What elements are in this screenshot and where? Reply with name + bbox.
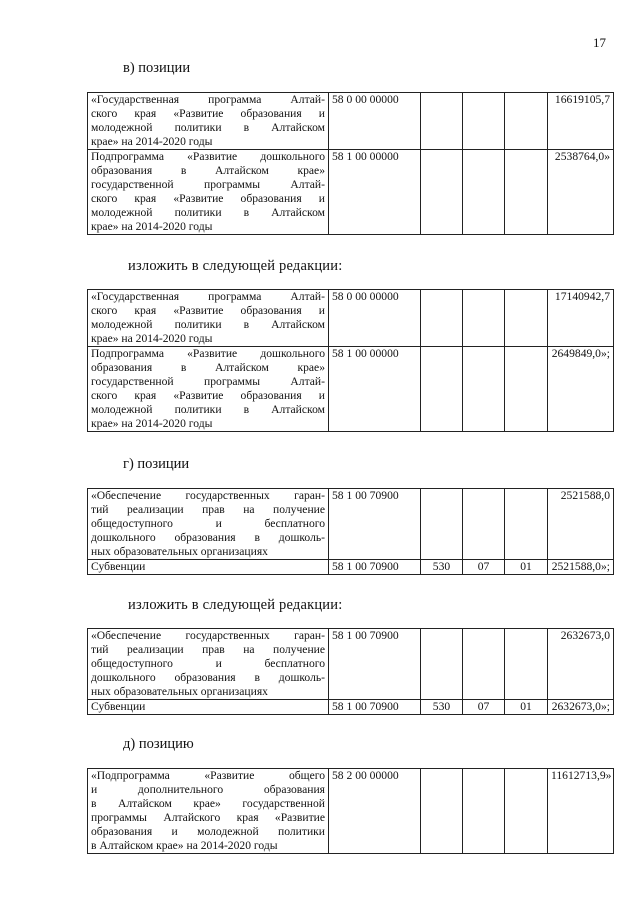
section-heading-g: г) позиции — [123, 456, 190, 472]
section-heading-d: д) позицию — [123, 736, 194, 752]
row-col-a — [421, 290, 463, 347]
row-code-cell: 58 1 00 70900 — [329, 629, 421, 700]
table-row — [88, 769, 614, 854]
row-col-a — [421, 489, 463, 560]
row-col-c — [505, 489, 548, 560]
table-row — [88, 150, 614, 235]
row-col-b: 07 — [463, 560, 505, 575]
row-sum-cell: 2632673,0»; — [548, 700, 614, 715]
table-row — [88, 347, 614, 432]
row-col-c — [505, 93, 548, 150]
row-sum-cell: 17140942,7 — [548, 290, 614, 347]
row-code-cell: 58 0 00 00000 — [329, 93, 421, 150]
row-col-b: 07 — [463, 700, 505, 715]
budget-table-g — [87, 488, 614, 575]
section-heading-v: в) позиции — [123, 60, 191, 76]
row-col-b — [463, 769, 505, 854]
row-sum-cell: 2521588,0»; — [548, 560, 614, 575]
row-name-cell: «Подпрограмма «Развитие общего и дополнительного образования в Алтайском крае» государственной программы Алтайского края «Развитие образования и молодежной политики в Алтайском крае» на 2014-2020 годы — [88, 769, 329, 854]
row-code-cell: 58 1 00 00000 — [329, 347, 421, 432]
row-col-a — [421, 150, 463, 235]
row-col-a — [421, 769, 463, 854]
row-col-c — [505, 150, 548, 235]
budget-table-v-new — [87, 289, 614, 432]
row-name-cell: Подпрограмма «Развитие дошкольного образования в Алтайском крае» государственной программы Алтай- ского края «Развитие образования и молодежной политики в Алтайском крае» на 2014-2020 годы — [88, 347, 329, 432]
row-col-a: 530 — [421, 560, 463, 575]
row-name-cell: Подпрограмма «Развитие дошкольного образования в Алтайском крае» государственной программы Алтай- ского края «Развитие образования и молодежной политики в Алтайском крае» на 2014-2020 годы — [88, 150, 329, 235]
section-heading-replace-1: изложить в следующей редакции: — [128, 258, 343, 274]
row-col-b — [463, 489, 505, 560]
row-sum-cell: 2538764,0» — [548, 150, 614, 235]
section-heading-replace-2: изложить в следующей редакции: — [128, 597, 343, 613]
row-name-cell: «Государственная программа Алтай- ского края «Развитие образования и молодежной политики в Алтайском крае» на 2014-2020 годы — [88, 93, 329, 150]
row-sum-cell: 11612713,9» — [548, 769, 614, 854]
row-col-a — [421, 93, 463, 150]
row-col-a — [421, 629, 463, 700]
row-code-cell: 58 2 00 00000 — [329, 769, 421, 854]
table-row — [88, 629, 614, 700]
table-row — [88, 290, 614, 347]
row-col-a: 530 — [421, 700, 463, 715]
row-code-cell: 58 1 00 70900 — [329, 700, 421, 715]
table-row — [88, 560, 614, 575]
row-code-cell: 58 1 00 70900 — [329, 560, 421, 575]
row-sum-cell: 2632673,0 — [548, 629, 614, 700]
budget-table-v — [87, 92, 614, 235]
row-col-c — [505, 769, 548, 854]
row-name-cell: Субвенции — [88, 560, 329, 575]
row-sum-cell: 2521588,0 — [548, 489, 614, 560]
page-number: 17 — [593, 35, 606, 50]
row-col-b — [463, 150, 505, 235]
table-row — [88, 489, 614, 560]
row-col-b — [463, 93, 505, 150]
row-col-c: 01 — [505, 700, 548, 715]
table-row — [88, 700, 614, 715]
row-col-c — [505, 629, 548, 700]
row-col-c: 01 — [505, 560, 548, 575]
budget-table-d — [87, 768, 614, 854]
row-col-b — [463, 629, 505, 700]
row-name-cell: Субвенции — [88, 700, 329, 715]
row-name-cell: «Обеспечение государственных гаран- тий реализации прав на получение общедоступного и бесплатного дошкольного образования в дошколь- ных образовательных организациях — [88, 629, 329, 700]
row-col-a — [421, 347, 463, 432]
row-col-b — [463, 347, 505, 432]
row-code-cell: 58 0 00 00000 — [329, 290, 421, 347]
row-code-cell: 58 1 00 70900 — [329, 489, 421, 560]
budget-table-g-new — [87, 628, 614, 715]
table-row — [88, 93, 614, 150]
row-col-c — [505, 347, 548, 432]
row-col-c — [505, 290, 548, 347]
row-sum-cell: 2649849,0»; — [548, 347, 614, 432]
row-name-cell: «Государственная программа Алтай- ского края «Развитие образования и молодежной политики в Алтайском крае» на 2014-2020 годы — [88, 290, 329, 347]
row-sum-cell: 16619105,7 — [548, 93, 614, 150]
row-code-cell: 58 1 00 00000 — [329, 150, 421, 235]
row-col-b — [463, 290, 505, 347]
row-name-cell: «Обеспечение государственных гаран- тий реализации прав на получение общедоступного и бесплатного дошкольного образования в дошколь- ных образовательных организациях — [88, 489, 329, 560]
